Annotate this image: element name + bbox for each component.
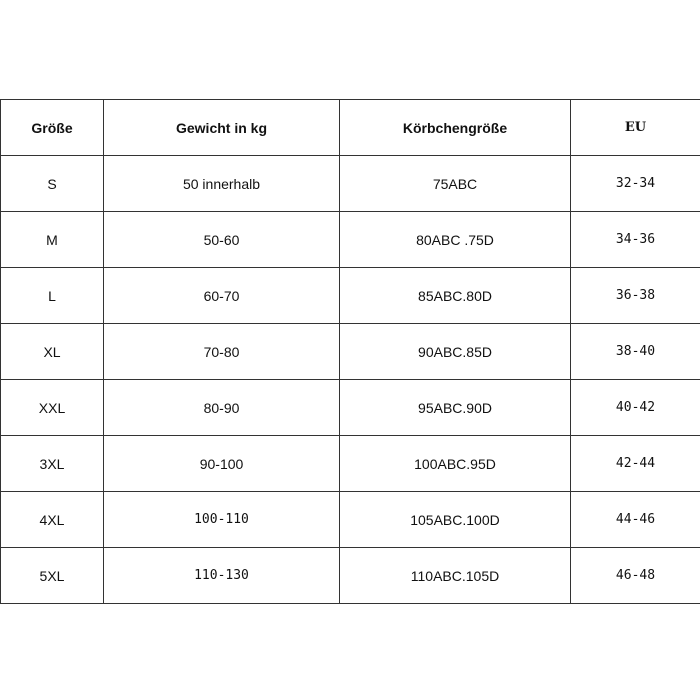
- table-row: [1, 156, 700, 212]
- table-row: [1, 268, 700, 324]
- cell-size: 3XL: [1, 436, 104, 492]
- cell-eu: 32-34: [571, 156, 700, 212]
- size-chart-table: [0, 99, 700, 604]
- cell-weight: 50 innerhalb: [104, 156, 340, 212]
- cell-weight: 90-100: [104, 436, 340, 492]
- table-row: [1, 492, 700, 548]
- cell-size: L: [1, 268, 104, 324]
- cell-cup: 85ABC.80D: [340, 268, 571, 324]
- header-cup: Körbchengröße: [340, 100, 571, 156]
- cell-eu: 36-38: [571, 268, 700, 324]
- header-eu: EU: [571, 100, 700, 156]
- header-size: Größe: [1, 100, 104, 156]
- cell-cup: 110ABC.105D: [340, 548, 571, 604]
- table-row: [1, 548, 700, 604]
- cell-cup: 100ABC.95D: [340, 436, 571, 492]
- cell-eu: 40-42: [571, 380, 700, 436]
- cell-cup: 75ABC: [340, 156, 571, 212]
- table-row: [1, 380, 700, 436]
- table-row: [1, 436, 700, 492]
- cell-eu: 34-36: [571, 212, 700, 268]
- table-header-row: [1, 100, 700, 156]
- cell-cup: 80ABC .75D: [340, 212, 571, 268]
- cell-size: XL: [1, 324, 104, 380]
- cell-eu: 46-48: [571, 548, 700, 604]
- cell-weight: 80-90: [104, 380, 340, 436]
- cell-weight: 50-60: [104, 212, 340, 268]
- cell-eu: 42-44: [571, 436, 700, 492]
- cell-weight: 70-80: [104, 324, 340, 380]
- cell-size: 5XL: [1, 548, 104, 604]
- table-row: [1, 324, 700, 380]
- cell-weight: 100-110: [104, 492, 340, 548]
- cell-cup: 90ABC.85D: [340, 324, 571, 380]
- cell-eu: 44-46: [571, 492, 700, 548]
- header-weight: Gewicht in kg: [104, 100, 340, 156]
- cell-weight: 110-130: [104, 548, 340, 604]
- cell-eu: 38-40: [571, 324, 700, 380]
- table-row: [1, 212, 700, 268]
- cell-size: M: [1, 212, 104, 268]
- cell-size: 4XL: [1, 492, 104, 548]
- cell-cup: 105ABC.100D: [340, 492, 571, 548]
- cell-weight: 60-70: [104, 268, 340, 324]
- cell-size: XXL: [1, 380, 104, 436]
- cell-size: S: [1, 156, 104, 212]
- cell-cup: 95ABC.90D: [340, 380, 571, 436]
